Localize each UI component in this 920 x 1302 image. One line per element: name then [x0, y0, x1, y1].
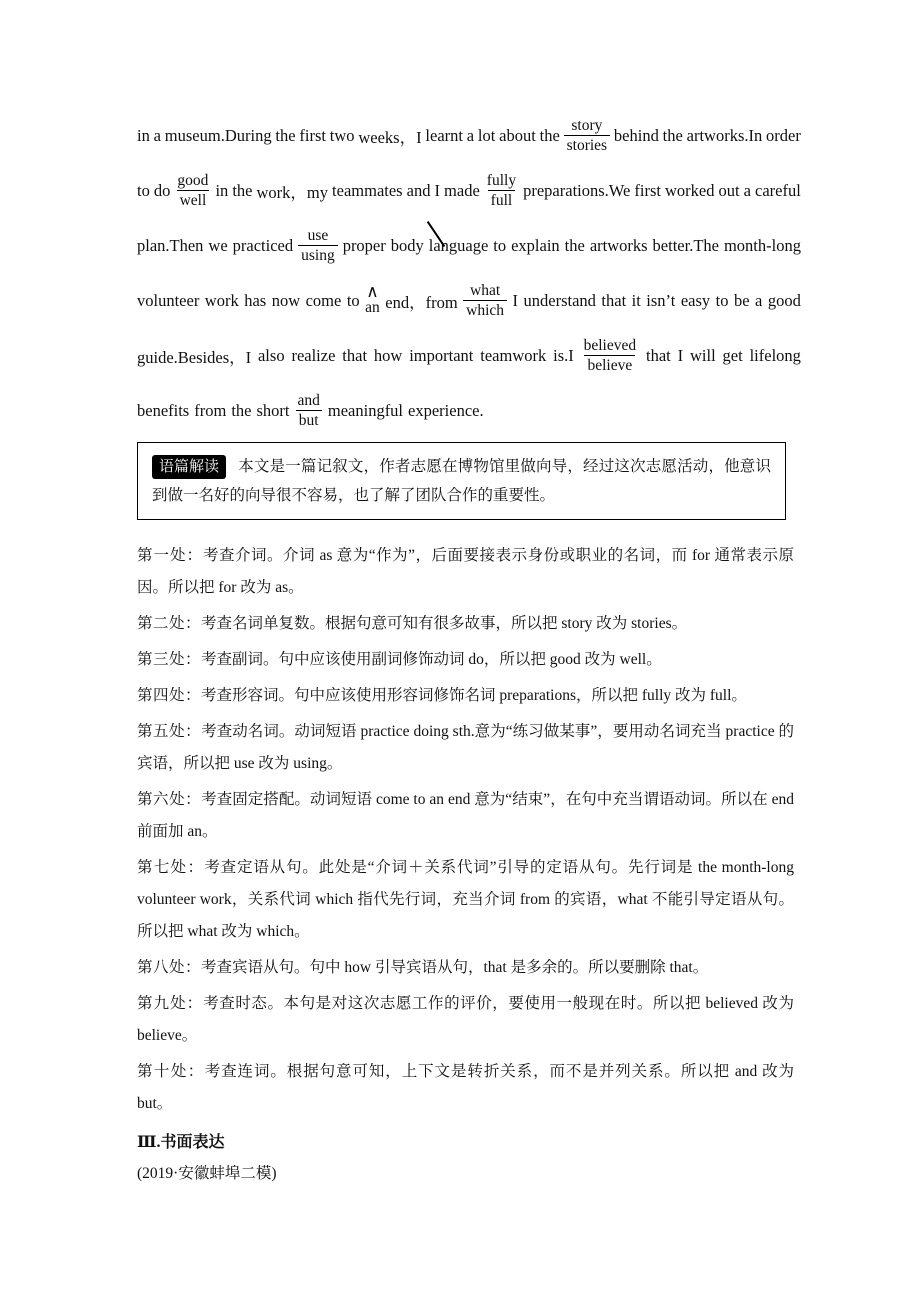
passage-word: to	[493, 235, 507, 255]
passage-word: now	[271, 290, 301, 310]
explanation-item	[137, 988, 794, 1052]
passage-word: first	[299, 125, 326, 145]
explanation-label: 第十处：	[137, 1063, 205, 1080]
explanation-text: 考查副词。句中应该使用副词修饰动词 do，所以把 good 改为 well。	[201, 651, 662, 668]
passage-line	[137, 163, 801, 218]
passage-word: that	[342, 345, 368, 365]
passage-word: meaningful	[327, 400, 404, 420]
explanation-label: 第九处：	[137, 995, 204, 1012]
passage-word: order	[766, 125, 801, 145]
passage-word: benefits	[137, 400, 190, 420]
explanation-text: 考查固定搭配。动词短语 come to an end 意为“结束”，在句中充当谓语动词。所以在 end 前面加 an。	[137, 791, 794, 840]
passage-word: I	[512, 290, 519, 310]
passage-word: also	[257, 345, 285, 365]
analysis-text: 本文是一篇记叙文，作者志愿在博物馆里做向导，经过这次志愿活动，他意识到做一名好的向导很不容易，也了解了团队合作的重要性。	[152, 458, 771, 504]
passage-word: the	[232, 180, 253, 200]
passage-line	[137, 218, 801, 273]
passage-word: and	[406, 180, 431, 200]
passage-word: to	[137, 180, 150, 200]
passage-word: the	[275, 125, 296, 145]
passage-word: do	[153, 180, 171, 200]
passage-word: learnt	[425, 125, 463, 145]
passage-word: teammates	[332, 180, 403, 200]
corrected-word: well	[177, 190, 210, 210]
passage-word: preparations.We	[523, 180, 631, 200]
passage-line	[137, 273, 801, 328]
explanation-label: 第七处：	[137, 859, 205, 876]
passage-word: a	[755, 290, 763, 310]
passage-word: it	[631, 290, 641, 310]
corrected-word: stories	[564, 135, 610, 155]
passage-word: we	[208, 235, 228, 255]
explanation-label: 第一处：	[137, 547, 204, 564]
correction-fraction	[581, 336, 640, 375]
explanation-item	[137, 716, 794, 780]
correction-fraction	[298, 226, 338, 265]
passage-word: two	[329, 125, 355, 145]
passage-word: behind	[613, 125, 659, 145]
passage-word: get	[722, 345, 743, 365]
explanation-text: 考查动名词。动词短语 practice doing sth.意为“练习做某事”，要用动名词充当 practice 的宾语，所以把 use 改为 using。	[137, 723, 794, 772]
original-word: and	[297, 392, 320, 409]
passage-word: a	[153, 125, 161, 145]
passage-word: I	[677, 345, 684, 365]
passage-word: the	[539, 125, 560, 145]
original-word: good	[177, 172, 209, 189]
passage-word: short	[256, 400, 290, 420]
passage-word: be	[733, 290, 750, 310]
explanation-item	[137, 608, 794, 640]
passage-word: realize	[291, 345, 336, 365]
section-heading: Ⅲ.书面表达	[137, 1134, 225, 1151]
explanation-text: 考查定语从句。此处是“介词＋关系代词”引导的定语从句。先行词是 the month-long volunteer work，关系代词 which 指代先行词，充当介词 from 的宾语，what 不能引导定语从句。所以把 what 改为 which。	[137, 859, 794, 940]
passage-word: understand	[523, 290, 596, 310]
document-page	[137, 108, 801, 1190]
corrected-word: full	[488, 190, 516, 210]
passage-word: good	[767, 290, 801, 310]
explanation-text: 考查名词单复数。根据句意可知有很多故事，所以把 story 改为 stories。	[201, 615, 688, 632]
explanation-text: 考查形容词。句中应该使用形容词修饰名词 preparations，所以把 fully 改为 full。	[201, 687, 747, 704]
original-word: what	[470, 282, 501, 299]
original-word: story	[571, 117, 603, 134]
passage-word: in	[137, 125, 150, 145]
passage-word: to	[715, 290, 729, 310]
corrected-word: but	[296, 410, 322, 430]
explanation-text: 考查连词。根据句意可知，上下文是转折关系，而不是并列关系。所以把 and 改为 but。	[137, 1063, 794, 1112]
passage-word: will	[690, 345, 716, 365]
original-word: believed	[583, 337, 637, 354]
passage-word: artworks.In	[686, 125, 763, 145]
explanation-label: 第三处：	[137, 651, 202, 668]
original-word: use	[307, 227, 329, 244]
passage-line	[137, 383, 801, 438]
passage-word: is.I	[553, 345, 574, 365]
passage-word: a	[743, 180, 751, 200]
correction-fraction	[174, 171, 211, 210]
explanation-label: 第四处：	[137, 687, 202, 704]
passage-word: out	[718, 180, 740, 200]
correction-fraction	[463, 281, 507, 320]
passage-word: teamwork	[480, 345, 547, 365]
explanation-label: 第八处：	[137, 959, 202, 976]
passage-word: lot	[477, 125, 496, 145]
passage-line	[137, 328, 801, 383]
passage-word: how	[373, 345, 403, 365]
passage-word: work	[204, 290, 239, 310]
passage-word: museum.During	[164, 125, 272, 145]
passage-word: lifelong	[749, 345, 801, 365]
passage-word: volunteer	[137, 290, 200, 310]
passage-word: about	[499, 125, 536, 145]
passage-word: worked	[665, 180, 715, 200]
analysis-label: 语篇解读	[152, 455, 226, 479]
passage-word: careful	[755, 180, 801, 200]
passage-word: guide.Besides，I	[137, 347, 252, 367]
passage-word: made	[444, 180, 480, 200]
passage-word: that	[646, 345, 671, 365]
passage-word: month-long	[723, 235, 801, 255]
passage-word: the	[564, 235, 585, 255]
explanation-item	[137, 1056, 794, 1120]
passage-word: I	[434, 180, 440, 200]
explanation-text: 考查介词。介词 as 意为“作为”，后面要接表示身份或职业的名词，而 for 通常表示原因。所以把 for 改为 as。	[137, 547, 794, 596]
corrected-word: believe	[584, 355, 635, 375]
passage-word: easy	[680, 290, 711, 310]
explanation-item	[137, 540, 794, 604]
explanation-item	[137, 852, 794, 948]
passage-word: from	[194, 400, 227, 420]
original-word: fully	[486, 172, 517, 189]
explanations-list	[137, 540, 794, 1120]
passage-word: isn’t	[646, 290, 676, 310]
passage-word: come	[305, 290, 342, 310]
explanation-item	[137, 644, 794, 676]
caret-icon: ∧	[366, 282, 379, 301]
passage-word: end，from	[385, 292, 458, 312]
passage-word: work，my	[256, 182, 329, 202]
passage-word: plan.Then	[137, 235, 204, 255]
passage-word: experience.	[408, 400, 484, 420]
explanation-item	[137, 952, 794, 984]
passage	[137, 108, 801, 438]
explanation-item	[137, 680, 794, 712]
passage-word: the	[662, 125, 683, 145]
passage-word: language	[428, 235, 489, 255]
passage-word: first	[634, 180, 661, 200]
passage-word: the	[231, 400, 252, 420]
passage-word: weeks，I	[358, 127, 422, 147]
source-note: (2019·安徽蚌埠二模)	[137, 1165, 277, 1182]
passage-word: proper	[342, 235, 386, 255]
explanation-label: 第六处：	[137, 791, 202, 808]
insertion-mark	[365, 284, 380, 317]
explanation-label: 第五处：	[137, 723, 202, 740]
inserted-word: an	[365, 299, 380, 316]
explanation-text: 考查宾语从句。句中 how 引导宾语从句，that 是多余的。所以要删除 that。	[201, 959, 709, 976]
correction-fraction	[484, 171, 519, 210]
correction-fraction	[294, 391, 322, 430]
explanation-label: 第二处：	[137, 615, 202, 632]
passage-word: in	[215, 180, 229, 200]
passage-word: explain	[511, 235, 560, 255]
explanation-item	[137, 784, 794, 848]
passage-word: body	[390, 235, 424, 255]
passage-analysis-box	[137, 442, 786, 520]
passage-word: to	[346, 290, 360, 310]
passage-word: artworks	[589, 235, 648, 255]
passage-word: important	[409, 345, 474, 365]
corrected-word: using	[298, 245, 338, 265]
corrected-word: which	[463, 300, 507, 320]
passage-word: practiced	[232, 235, 294, 255]
passage-word: a	[466, 125, 475, 145]
correction-fraction	[564, 116, 610, 155]
explanation-text: 考查时态。本句是对这次志愿工作的评价，要使用一般现在时。所以把 believed 改为 believe。	[137, 995, 794, 1044]
passage-line	[137, 108, 801, 163]
passage-word: better.The	[652, 235, 719, 255]
passage-word: has	[244, 290, 267, 310]
passage-word: that	[601, 290, 627, 310]
